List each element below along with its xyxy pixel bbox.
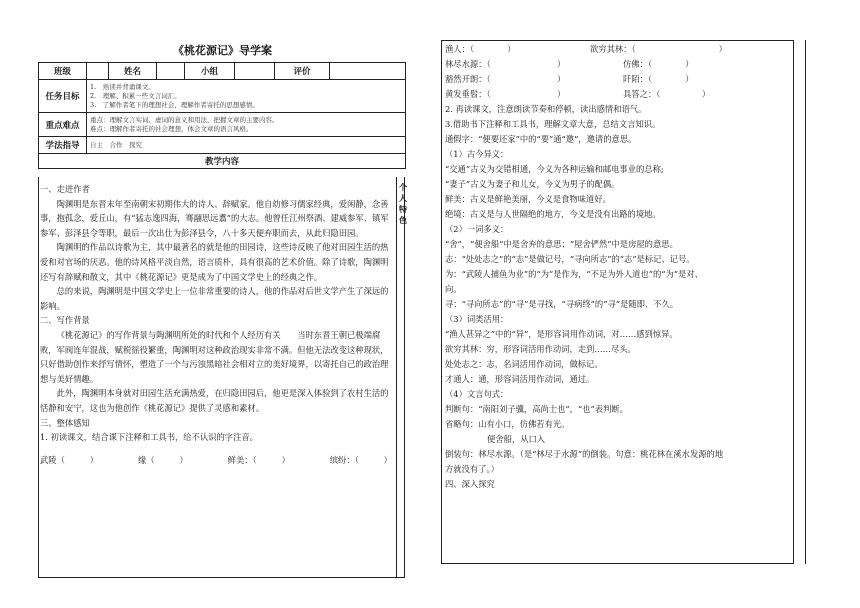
word-blank[interactable]: 黄发垂髫：（ ） <box>445 89 566 99</box>
goal-item: 3. 了解作者笔下的理想社会，理解作者寄托的思想感情。 <box>90 100 259 109</box>
word-blank[interactable]: 渔人：（ ） <box>445 44 516 54</box>
question: 1. 初读课文，结合课下注释和工具书，给不认识的字注音。 <box>40 432 258 443</box>
note-line: 判断句：“南阳刘子骥，高尚士也”，“也”表判断。 <box>445 404 628 414</box>
note-line: 欲穷其林：穷，形容词活用作动词，走到……尽头。 <box>445 344 636 354</box>
blank-row <box>445 72 789 87</box>
note-line: 通假字：“便要还家”中的“要”通“邀”，邀请的意思。 <box>445 134 637 144</box>
goal-item: 2. 理解、积累一些文言词汇。 <box>90 91 181 100</box>
blank-row <box>445 57 789 72</box>
sub-heading: （2）一词多义： <box>445 224 509 234</box>
word-blank[interactable]: 阡陌：（ ） <box>623 74 694 84</box>
word-blank[interactable]: 欲穷其林：（ ） <box>590 44 727 54</box>
right-divider <box>793 40 794 564</box>
word-blank[interactable]: 具答之：（ ） <box>623 89 711 99</box>
note-line: 便舍船，从口入 <box>487 434 546 444</box>
name-label: 姓名 <box>109 63 157 80</box>
word-blank[interactable]: 林尽水源：（ ） <box>445 59 566 69</box>
note-line: 向。 <box>445 284 462 294</box>
goal-list <box>87 80 406 113</box>
pinyin-blank[interactable]: 鲜美：（ ） <box>227 454 290 465</box>
eval-field[interactable] <box>330 63 406 80</box>
left-body <box>40 182 392 467</box>
content-label: 教学内容 <box>39 154 406 169</box>
paragraph: 总的来说，陶渊明是中国文学史上一位非常重要的诗人，他的作品对后世文学产生了深远的影响。 <box>40 286 389 311</box>
key-point: 重点：理解文言实词、虚词的意义和用法，把握文章的主要内容。 <box>90 115 279 124</box>
key-points <box>87 113 406 137</box>
class-field[interactable] <box>87 63 109 80</box>
method-label: 学法指导 <box>39 137 87 154</box>
pinyin-row <box>40 453 392 468</box>
right-outer-edge <box>805 40 806 564</box>
right-body <box>445 42 789 492</box>
word-blank[interactable]: 豁然开朗：（ ） <box>445 74 566 84</box>
eval-label: 评价 <box>275 63 330 80</box>
note-line: 鲜美：古义是鲜艳美丽，今义是食物味道好。 <box>445 194 611 204</box>
goal-item: 1. 熟读并背诵课文。 <box>90 82 155 91</box>
side-label: 个人特色 <box>399 183 407 225</box>
section-heading: 二、写作背景 <box>40 315 90 326</box>
note-line: 处处志之：志，名词活用作动词，做标记。 <box>445 359 603 369</box>
paragraph: 此外，陶渊明本身就对田园生活充满热爱，在归隐田园后，他更是深入体验到了农村生活的恬静和安宁，这也为他创作《桃花源记》提供了灵感和素材。 <box>40 388 389 413</box>
pinyin-blank[interactable]: 武陵（ ） <box>40 454 99 465</box>
class-label: 班级 <box>39 63 87 80</box>
question: 2. 再读课文，注意朗读节奏和停顿，读出感情和语气。 <box>445 104 647 114</box>
group-field[interactable] <box>235 63 275 80</box>
blank-row <box>445 42 789 57</box>
info-table <box>38 62 406 169</box>
note-line: 寻：“寻向所志”的“寻”是寻找，“寻病终”的“寻”是随即、不久。 <box>445 299 679 309</box>
note-line: “舍”，“便舍船”中是舍弃的意思；“屋舍俨然”中是房屋的意思。 <box>445 239 678 249</box>
key-point: 难点：理解作者寄托的社会理想，体会文章的语言风格。 <box>90 124 253 133</box>
group-label: 小组 <box>185 63 235 80</box>
note-line: 绝境：古义是与人世隔绝的地方，今义是没有出路的境地。 <box>445 209 661 219</box>
note-line: “渔人甚异之”中的“异”，是形容词用作动词，对……感到惊异。 <box>445 329 678 339</box>
sub-heading: （3）词类活用： <box>445 314 509 324</box>
side-divider <box>396 177 397 578</box>
sub-heading: （1）古今异义： <box>445 149 509 159</box>
section-heading: 四、深入探究 <box>445 479 495 489</box>
pinyin-blank[interactable]: 缤纷：（ ） <box>329 454 392 465</box>
note-line: “妻子”古义为妻子和儿女，今义为男子的配偶。 <box>445 179 620 189</box>
paragraph: 陶渊明是东晋末年至南朝宋初期伟大的诗人、辞赋家。他自幼修习儒家经典，爱闲静，念善事，抱孤念，爱丘山，有“猛志逸四海，骞翮思远翥”的大志。他曾任江州祭酒、建威参军、镇军参军、彭泽县令等职，最后一次出仕为彭泽县令，八十多天便弃职而去，从此归隐田园。 <box>40 198 389 238</box>
note-line: 省略句：山有小口，仿佛若有光。 <box>445 419 570 429</box>
question: 3.借助书下注释和工具书，理解文章大意，总结文言知识。 <box>445 119 661 129</box>
note-line: 志：“处处志之”的“志”是做记号，“寻向所志”的“志”是标记、记号。 <box>445 254 695 264</box>
key-label: 重点难点 <box>39 113 87 137</box>
pinyin-blank[interactable]: 缘（ ） <box>137 454 188 465</box>
section-heading: 一、走进作者 <box>40 184 90 194</box>
note-line: 倒装句：林尽水源。（是“林尽于水源”的倒装。句意：桃花林在溪水发源的地 <box>445 449 724 459</box>
sub-heading: （4）文言句式： <box>445 389 509 399</box>
blank-row <box>445 87 789 102</box>
note-line: 才通人：通，形容词活用作动词，通过。 <box>445 374 595 384</box>
method-text: 自主 合作 探究 <box>87 137 406 154</box>
paragraph: 陶渊明的作品以诗歌为主，其中最著名的就是他的田园诗，这些诗反映了他对田园生活的热爱和对官场的厌恶。他的诗风格平淡自然，语言质朴，具有很高的艺术价值。除了诗歌，陶渊明还写有辞赋和散文，其中《桃花源记》更是成为了中国文学史上的经典之作。 <box>40 242 389 282</box>
name-field[interactable] <box>157 63 185 80</box>
page-title: 《桃花源记》导学案 <box>173 44 272 57</box>
goal-label: 任务目标 <box>39 80 87 113</box>
paragraph: 《桃花源记》的写作背景与陶渊明所处的时代和个人经历有关 当时东晋王朝已极端腐败，军阀连年混战，赋税徭役繁重，陶渊明对这种政治现实非常不满。但他无法改变这种现状，只好借助创作来抒写情怀，塑造了一个与污浊黑暗社会相对立的美好境界，以寄托自己的政治理想与美好情趣。 <box>40 329 389 384</box>
note-line: “交通”古义为交错相通，今义为各种运输和邮电事业的总称; <box>445 164 664 174</box>
section-heading: 三、整体感知 <box>40 417 90 428</box>
note-line: 为：“武陵人捕鱼为业”的“为”是作为，“不足为外人道也”的“为”是对、 <box>445 269 703 279</box>
word-blank[interactable]: 仿佛：（ ） <box>623 59 694 69</box>
note-line: 方就没有了。） <box>445 464 499 474</box>
